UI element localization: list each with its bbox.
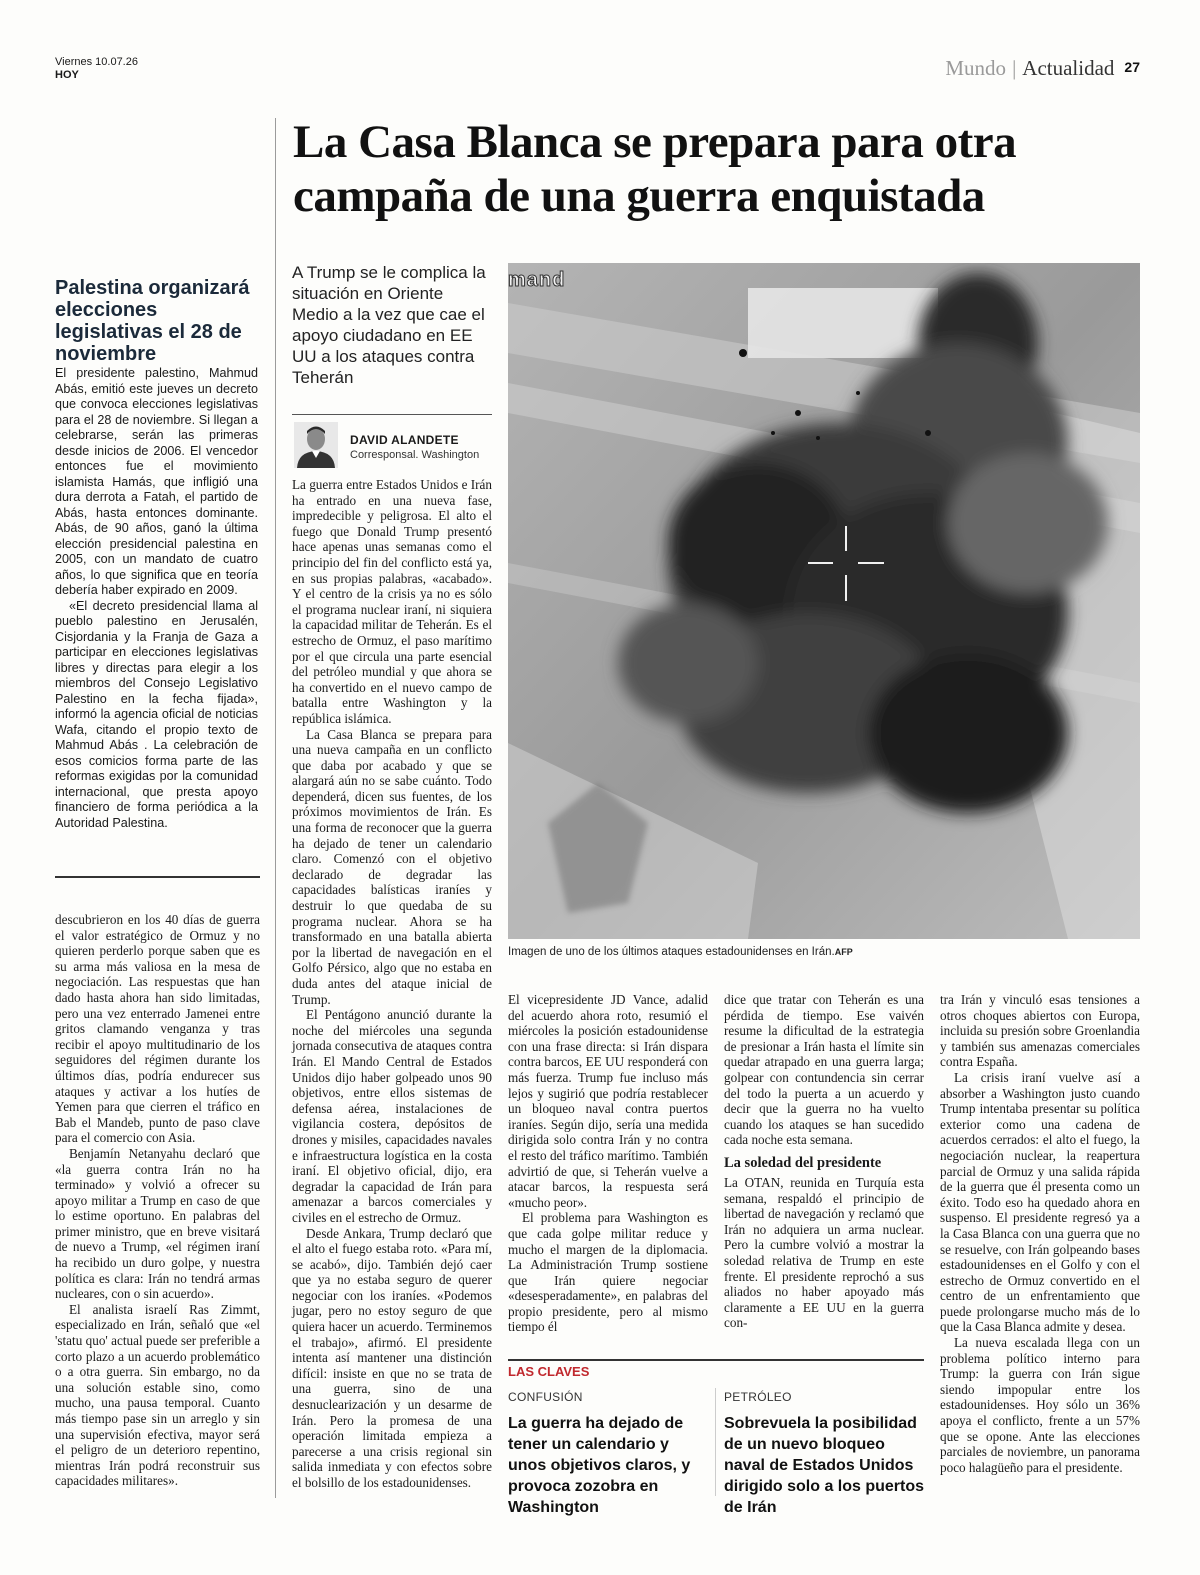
byline-rule — [292, 414, 492, 415]
section-name: Mundo — [945, 56, 1007, 80]
article-paragraph: El vicepresidente JD Vance, adalid del acuerdo ahora roto, resumió el miércoles la posición estadounidense con una frase directa: si Irán dispara contra barcos, EE UU responderá con más fuerza. Trump fue incluso más lejos y sugirió que podría restablecer un bloqueo naval contra puertos iraníes. Según dijo, sería una medida dirigida solo contra Irán y no contra el resto del tráfico marítimo. También advirtió de que, si Teherán vuelve a atacar barcos, la respuesta será «mucho peor». — [508, 992, 708, 1210]
column-divider — [275, 118, 276, 1498]
photo-caption — [508, 946, 853, 958]
article-paragraph: La OTAN, reunida en Turquía esta semana, respaldó el principio de libertad de navegación y reclamó que Irán no adquiera un arma nuclear. Pero la cumbre volvió a mostrar la soledad relativa de Trump en este frente. El presidente reprochó a sus aliados no haber apoyado más claramente a EE UU en la guerra con- — [724, 1174, 924, 1331]
sidebar-body — [55, 366, 258, 831]
sidebar-paragraph: El presidente palestino, Mahmud Abás, emitió este jueves un decreto que convoca elecciones legislativas para el 28 de noviembre. Si llegan a celebrarse, serán las primeras desde inicios de 2006. El vencedor entonces fue el movimiento islamista Hamás, que infligió una dura derrota a Fatah, el partido de Abás, hasta entonces dominante. Abás, de 90 años, ganó la última elección presidencial palestina en 2005, con un mandato de cuatro años, lo que significa que en teoría debería haber expirado en 2009. — [55, 366, 258, 597]
article-paragraph: El analista israelí Ras Zimmt, especializado en Irán, señaló que «el 'statu quo' actual puede ser preferible a corto plazo a un acuerdo problemático o a otra guerra. Sin embargo, no da una solución estable sino, como mucho, una pausa temporal. Cuanto más tiempo pase sin un arreglo y sin una supervisión efectiva, mayor será el peligro de un deterioro repentino, mientras Irán podrá reconstruir sus capacidades militares». — [55, 1301, 260, 1489]
news-photo — [508, 263, 1140, 939]
article-paragraph: La crisis iraní vuelve así a absorber a Washington justo cuando Trump intentaba presentar su política exterior como una cadena de acuerdos cerrados: el alto el fuego, la negociación nuclear, la reapertura parcial de Ormuz y una salida rápida de la guerra que él presenta como un éxito. Todo eso ha quedado ahora en suspenso. El presidente regresó ya a la Casa Blanca con una guerra que no se resuelve, con Irán golpeando bases estadounidenses en el Golfo y con el estrecho de Ormuz convertido en el centro de un enfrentamiento que puede prolongarse mucho más de lo que la Casa Blanca admite y desea. — [940, 1069, 1140, 1335]
explosion-photo-image — [508, 263, 1140, 939]
page-date-block — [55, 56, 138, 82]
article-paragraph: Benjamín Netanyahu declaró que «la guerra contra Irán no ha terminado» y volvió a ofrecer su apoyo militar a Trump en caso de que lo estime oportuno. En palabras del primer ministro, que en breve visitará de nuevo a Trump, «el régimen iraní ha recibido un duro golpe, y nuestra política es clara: Irán no tendrá armas nucleares, con o sin acuerdo». — [55, 1145, 260, 1302]
main-headline: La Casa Blanca se prepara para otra campaña de una guerra enquistada — [293, 116, 1017, 222]
key-text-confusion: La guerra ha dejado de tener un calendario y unos objetivos claros, y provoca zozobra en Washington — [508, 1415, 691, 1516]
photo-credit: AFP — [834, 947, 853, 957]
section-separator: | — [1012, 56, 1017, 80]
page-number: 27 — [1124, 59, 1140, 75]
keys-title: LAS CLAVES — [508, 1364, 590, 1379]
publication-name: HOY — [55, 69, 79, 81]
photo-caption-text: Imagen de uno de los últimos ataques estadounidenses en Irán. — [508, 946, 835, 958]
article-paragraph: descubrieron en los 40 días de guerra el valor estratégico de Ormuz y no quieren perderlo porque saben que es su arma más valiosa en la mesa de negociación. Las respuestas que han dado hasta ahora han sido limitadas, pero una vez enterrado Jamenei entre gritos clamando venganza y tras recibir el apoyo multitudinario de los seguidores del régimen durante los últimos días, podría endurecer sus ataques y activar a los hutíes de Yemen para que cierren el tráfico en Bab el Mandeb, punto de paso clave para el comercio con Asia. — [55, 912, 260, 1146]
photo-overlay-text: mand — [508, 269, 566, 291]
article-column-b — [292, 477, 492, 1491]
article-paragraph: La nueva escalada llega con un problema político interno para Trump: la guerra con Irán sigue siendo impopular entre los estadounidenses. Hoy sólo un 36% apoya el conflicto, frente a un 57% que se opone. Ante las elecciones parciales de noviembre, un panorama poco halagüeño para el presidente. — [940, 1335, 1140, 1475]
page-date: Viernes 10.07.26 — [55, 56, 138, 68]
article-column-left — [55, 912, 260, 1489]
sidebar-bottom-rule — [55, 876, 260, 878]
article-paragraph: tra Irán y vinculó esas tensiones a otros choques abiertos con Europa, incluida su presión sobre Groenlandia y también sus amenazas comerciales contra España. — [940, 992, 1140, 1070]
article-intertitle: La soledad del presidente — [724, 1154, 882, 1171]
subheadline: A Trump se le complica la situación en Oriente Medio a la vez que cae el apoyo ciudadano en EE UU a los ataques contra Teherán — [292, 263, 486, 387]
article-paragraph: El Pentágono anunció durante la noche del miércoles una segunda jornada consecutiva de ataques contra Irán. El Mando Central de Estados Unidos dijo haber golpeado unos 90 objetivos, entre ellos sistemas de defensa aérea, instalaciones de vigilancia costera, depósitos de drones y misiles, capacidades navales e infraestructura logística en la costa iraní. El objetivo oficial, dijo, era degradar la capacidad de Irán para amenazar a barcos comerciales y civiles en el estrecho de Ormuz. — [292, 1007, 492, 1225]
article-column-d — [724, 992, 924, 1331]
author-name: DAVID ALANDETE — [350, 433, 459, 447]
keys-divider — [715, 1388, 716, 1496]
article-paragraph: Desde Ankara, Trump declaró que el alto el fuego estaba roto. «Para mí, se acabó», dijo. También dejó caer que ya no estaba seguro de querer negociar con los iraníes. «Podemos jugar, pero no estoy seguro de que quiera hacer un acuerdo. Terminemos el trabajo», afirmó. El presidente intenta así mantener una distinción difícil: insiste en que no se trata de una guerra, sino de una desnuclearización y un desarme de Irán. Pero la promesa de una operación limitada empieza a parecerse a una crisis regional sin salida inmediata y con efectos sobre el bolsillo de los estadounidenses. — [292, 1225, 492, 1490]
article-paragraph: La Casa Blanca se prepara para una nueva campaña en un conflicto que daba por acabado y que se alargará aún no se sabe cuánto. Todo dependerá, dicen sus fuentes, de los próximos movimientos de Irán. Es una forma de reconocer que la guerra ha dejado de tener un calendario claro. Comenzó con el objetivo declarado de degradar las capacidades balísticas iraníes y destruir lo que quedaba de su programa nuclear. Ahora se ha transformado en una batalla abierta por la libertad de navegación en el Golfo Pérsico, algo que no estaba en duda antes del ataque inicial de Trump. — [292, 726, 492, 1007]
sidebar-paragraph: «El decreto presidencial llama al pueblo palestino en Jerusalén, Cisjordania y la Franja de Gaza a participar en elecciones legislativas libres y directas para elegir a los miembros del Consejo Legislativo Palestino en la fecha fijada», informó la agencia oficial de noticias Wafa, citando el propio texto de Mahmud Abás . La celebración de esos comicios forma parte de las reformas exigidas por la comunidad internacional, que presta apoyo financiero de forma periódica a la Autoridad Palestina. — [55, 598, 258, 830]
key-text-petroleo: Sobrevuela la posibilidad de un nuevo bloqueo naval de Estados Unidos dirigido solo a los puertos de Irán — [724, 1415, 925, 1516]
article-paragraph: La guerra entre Estados Unidos e Irán ha entrado en una nueva fase, impredecible y peligrosa. El alto el fuego que Donald Trump presentó hace apenas unas semanas como el principio del fin del conflicto está ya, en sus propias palabras, «acabado». Y el centro de la crisis ya no es sólo el programa nuclear iraní, ni siquiera la capacidad militar de Teherán. Es el estrecho de Ormuz, el paso marítimo por el que circula una parte esencial del petróleo mundial y que ahora se ha convertido en el nuevo campo de batalla entre Washington y la república islámica. — [292, 477, 492, 726]
sidebar-title: Palestina organizará elecciones legislativas el 28 de noviembre — [55, 277, 250, 365]
keys-top-rule — [508, 1359, 924, 1361]
key-label-petroleo: PETRÓLEO — [724, 1390, 792, 1404]
author-avatar — [294, 422, 338, 468]
author-portrait-icon — [294, 422, 338, 468]
subsection-name: Actualidad — [1022, 56, 1115, 80]
article-column-e — [940, 992, 1140, 1475]
key-label-confusion: CONFUSIÓN — [508, 1390, 583, 1404]
article-paragraph: dice que tratar con Teherán es una pérdida de tiempo. Ese vaivén resume la dificultad de la estrategia de presionar a Irán hasta el límite sin quedar atrapado en una guerra larga; golpear con contundencia sin cerrar del todo la puerta a un acuerdo y decir que la guerra no ha vuelto cuando los ataques se han sucedido cada noche esta semana. — [724, 992, 924, 1148]
section-header — [945, 56, 1140, 81]
article-column-c — [508, 992, 708, 1335]
author-role: Corresponsal. Washington — [350, 449, 480, 461]
article-paragraph: El problema para Washington es que cada golpe militar reduce y mucho el margen de la diplomacia. La Administración Trump sostiene que Irán quiere negociar «desesperadamente», en palabras del propio presidente, pero al mismo tiempo él — [508, 1210, 708, 1335]
